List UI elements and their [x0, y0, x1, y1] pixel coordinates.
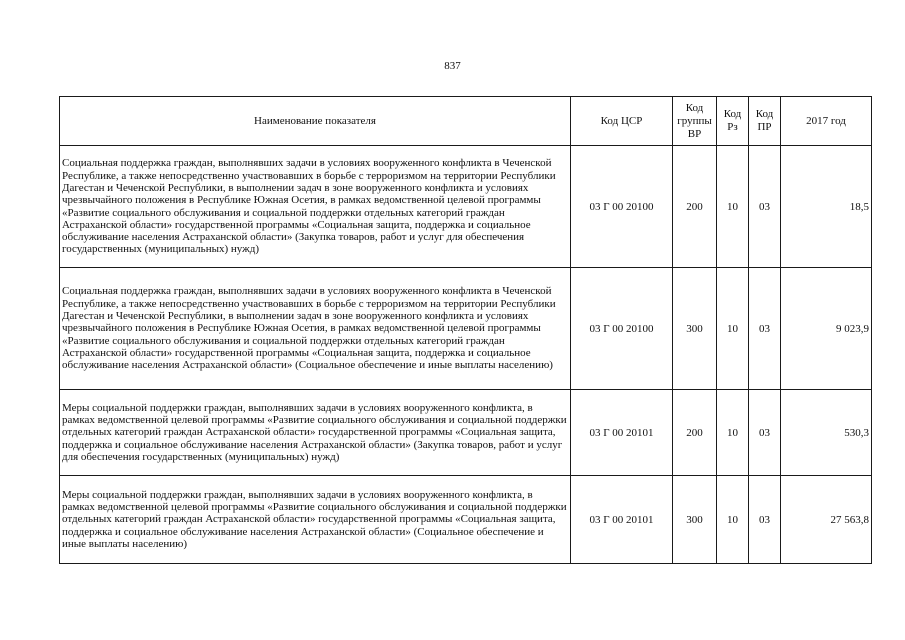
- cell-csr: 03 Г 00 20101: [571, 476, 673, 564]
- cell-rz: 10: [717, 390, 749, 476]
- cell-name: Меры социальной поддержки граждан, выполнявших задачи в условиях вооруженного конфликта, в рамках ведомственной целевой программы «Развитие социального обслуживания и социальной поддержки отдельных категорий граждан Астраханской области» государственной программы «Социальная защита, поддержка и социальное обслуживание населения Астраханской области» (Закупка товаров, работ и услуг для обеспечения государственных (муниципальных) нужд): [60, 390, 571, 476]
- cell-rz: 10: [717, 146, 749, 268]
- header-year: 2017 год: [781, 97, 872, 146]
- cell-vr: 200: [673, 390, 717, 476]
- cell-name: Меры социальной поддержки граждан, выполнявших задачи в условиях вооруженного конфликта, в рамках ведомственной целевой программы «Развитие социального обслуживания и социальной поддержки отдельных категорий граждан Астраханской области» государственной программы «Социальная защита, поддержка и социальное обслуживание населения Астраханской области» (Социальное обеспечение и иные выплаты населению): [60, 476, 571, 564]
- cell-year: 18,5: [781, 146, 872, 268]
- cell-pr: 03: [749, 268, 781, 390]
- cell-year: 27 563,8: [781, 476, 872, 564]
- cell-name: Социальная поддержка граждан, выполнявших задачи в условиях вооруженного конфликта в Чеченской Республике, а также непосредственно участвовавших в борьбе с терроризмом на территории Республики Дагестан и Чеченской Республики, в выполнении задач в зоне вооруженного конфликта и условиях чрезвычайного положения в Республике Южная Осетия, в рамках ведомственной целевой программы «Развитие социального обслуживания и социальной поддержки отдельных категорий граждан Астраханской области» государственной программы «Социальная защита, поддержка и социальное обслуживание населения Астраханской области» (Закупка товаров, работ и услуг для обеспечения государственных (муниципальных) нужд): [60, 146, 571, 268]
- header-csr: Код ЦСР: [571, 97, 673, 146]
- cell-year: 530,3: [781, 390, 872, 476]
- budget-table: [59, 96, 872, 564]
- cell-year: 9 023,9: [781, 268, 872, 390]
- page-number: 837: [444, 60, 461, 72]
- cell-rz: 10: [717, 476, 749, 564]
- cell-csr: 03 Г 00 20101: [571, 390, 673, 476]
- cell-rz: 10: [717, 268, 749, 390]
- cell-pr: 03: [749, 146, 781, 268]
- cell-pr: 03: [749, 390, 781, 476]
- cell-vr: 300: [673, 476, 717, 564]
- cell-csr: 03 Г 00 20100: [571, 146, 673, 268]
- table-row: [60, 268, 872, 390]
- cell-vr: 300: [673, 268, 717, 390]
- table-row: [60, 476, 872, 564]
- cell-vr: 200: [673, 146, 717, 268]
- cell-csr: 03 Г 00 20100: [571, 268, 673, 390]
- cell-pr: 03: [749, 476, 781, 564]
- header-name: Наименование показателя: [60, 97, 571, 146]
- header-vr: Код группы ВР: [673, 97, 717, 146]
- header-pr: Код ПР: [749, 97, 781, 146]
- table-row: [60, 390, 872, 476]
- cell-name: Социальная поддержка граждан, выполнявших задачи в условиях вооруженного конфликта в Чеченской Республике, а также непосредственно участвовавших в борьбе с терроризмом на территории Республики Дагестан и Чеченской Республики, в выполнении задач в зоне вооруженного конфликта и условиях чрезвычайного положения в Республике Южная Осетия, в рамках ведомственной целевой программы «Развитие социального обслуживания и социальной поддержки отдельных категорий граждан Астраханской области» государственной программы «Социальная защита, поддержка и социальное обслуживание населения Астраханской области» (Социальное обеспечение и иные выплаты населению): [60, 268, 571, 390]
- table-row: [60, 146, 872, 268]
- table-header-row: [60, 97, 872, 146]
- header-rz: Код Рз: [717, 97, 749, 146]
